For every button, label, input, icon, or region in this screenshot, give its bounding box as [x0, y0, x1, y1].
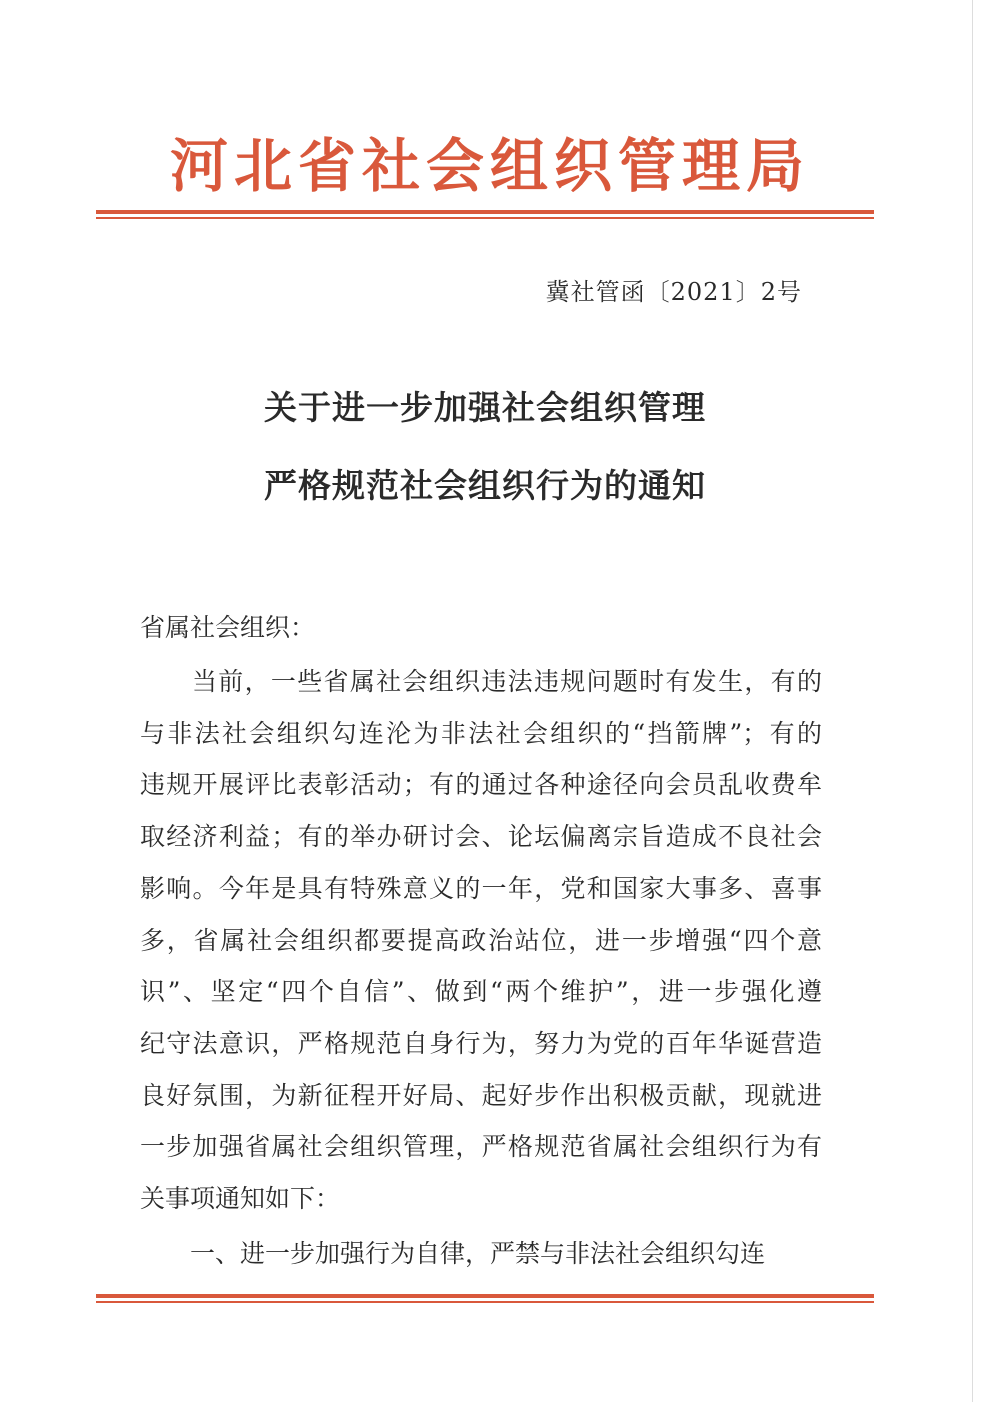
footer-red-rule — [96, 1294, 874, 1303]
red-rule-thick — [96, 1294, 874, 1298]
letterhead-org-name: 河北省社会组织管理局 — [169, 132, 810, 200]
body-line: 取经济利益；有的举办研讨会、论坛偏离宗旨造成不良社会 — [140, 822, 822, 851]
body-line: 当前，一些省属社会组织违法违规问题时有发生，有的 — [192, 667, 822, 696]
body-line: 多，省属社会组织都要提高政治站位，进一步增强“四个意 — [140, 926, 822, 955]
body-line: 纪守法意识，严格规范自身行为，努力为党的百年华诞营造 — [140, 1029, 822, 1058]
letterhead-red-rule — [96, 210, 874, 219]
red-rule-thin — [96, 1301, 874, 1303]
document-number: 冀社管函〔2021〕2号 — [545, 278, 802, 306]
addressee: 省属社会组织： — [140, 613, 316, 642]
body-line: 违规开展评比表彰活动；有的通过各种途径向会员乱收费牟 — [140, 770, 822, 799]
body-line: 影响。今年是具有特殊意义的一年，党和国家大事多、喜事 — [140, 874, 822, 903]
red-rule-thick — [96, 210, 874, 214]
scan-edge — [972, 0, 973, 1402]
body-line: 良好氛围，为新征程开好局、起好步作出积极贡献，现就进 — [140, 1081, 822, 1110]
body-line: 一步加强省属社会组织管理，严格规范省属社会组织行为有 — [140, 1132, 822, 1161]
body-line: 关事项通知如下： — [140, 1184, 341, 1213]
document-title-line-2: 严格规范社会组织行为的通知 — [264, 466, 706, 505]
red-rule-thin — [96, 217, 874, 219]
section-heading-1: 一、进一步加强行为自律，严禁与非法社会组织勾连 — [190, 1239, 766, 1268]
document-title-line-1: 关于进一步加强社会组织管理 — [264, 388, 706, 427]
body-line: 识”、坚定“四个自信”、做到“两个维护”，进一步强化遵 — [140, 977, 822, 1006]
body-line: 与非法社会组织勾连沦为非法社会组织的“挡箭牌”；有的 — [140, 719, 822, 748]
